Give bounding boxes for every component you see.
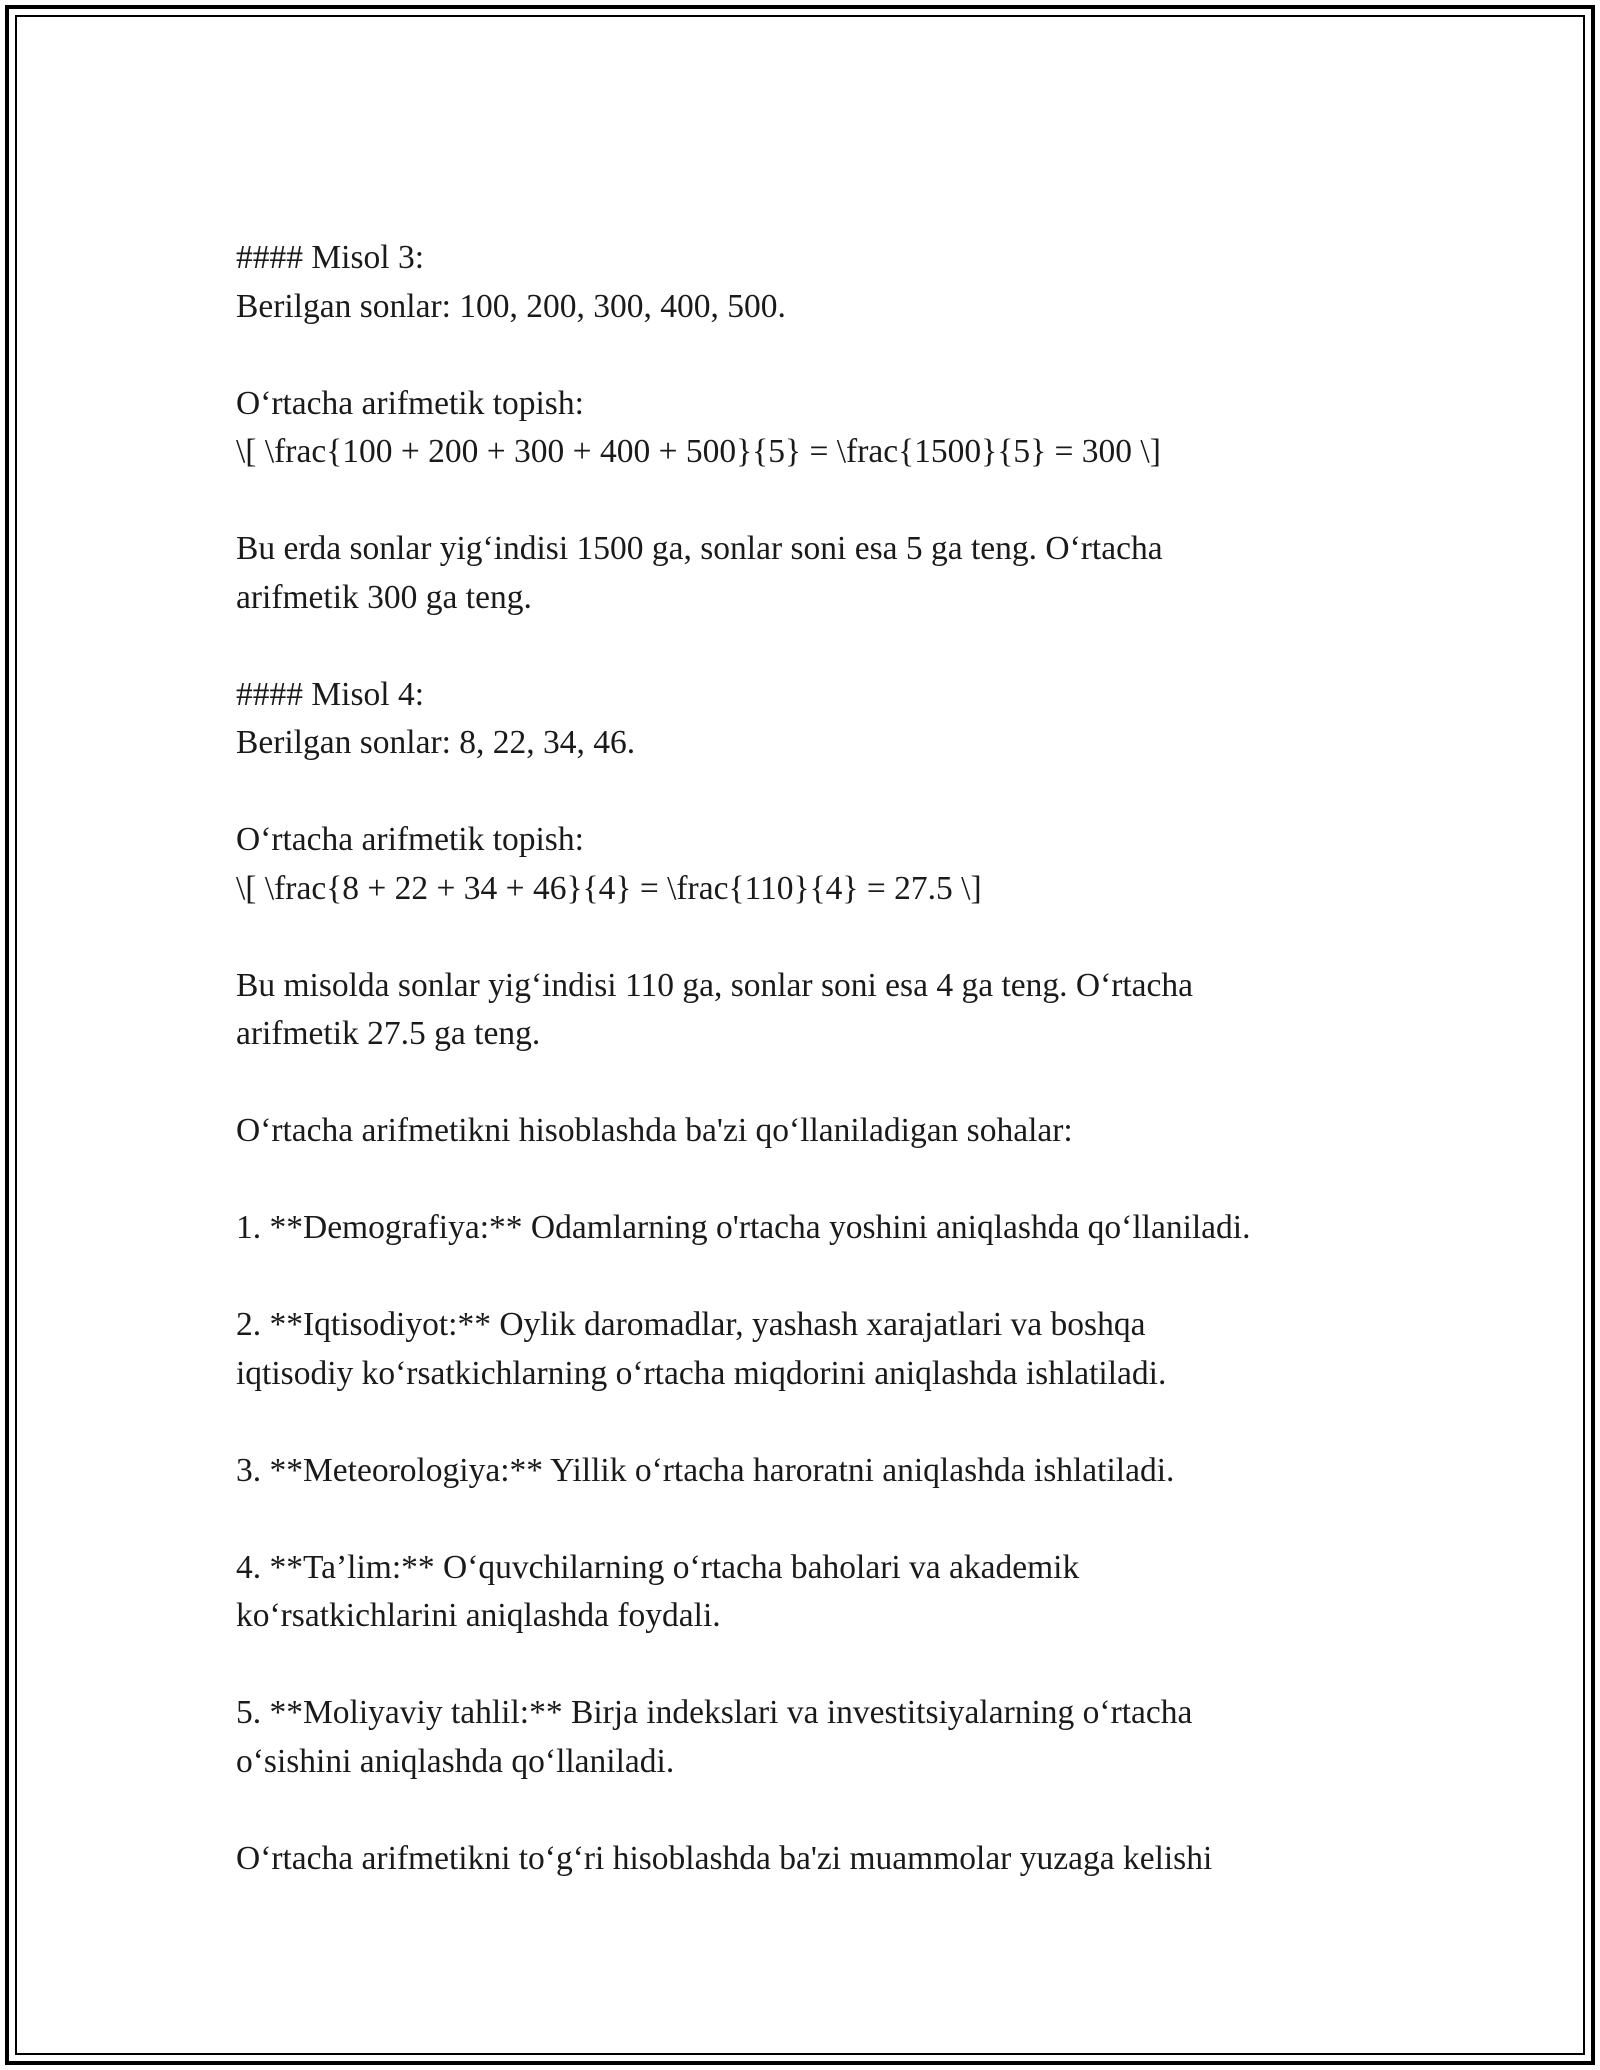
- blank-line: [236, 1156, 1376, 1205]
- blank-line: [236, 913, 1376, 962]
- heading-misol-4: #### Misol 4:: [236, 675, 424, 713]
- blank-line: [236, 1059, 1376, 1108]
- text-line: Berilgan sonlar: 8, 22, 34, 46.: [236, 724, 636, 761]
- blank-line: [236, 477, 1376, 526]
- text-line: Bu misolda sonlar yig‘indisi 110 ga, sonlar soni esa 4 ga teng. O‘rtacha: [236, 966, 1194, 1004]
- text-line: arifmetik 27.5 ga teng.: [236, 1015, 541, 1052]
- text-line: O‘rtacha arifmetik topish:: [236, 821, 584, 858]
- text-line: O‘rtacha arifmetikni to‘g‘ri hisoblashda ba'zi muammolar yuzaga kelishi: [236, 1839, 1213, 1877]
- list-item-moliyaviy: 5. **Moliyaviy tahlil:** Birja indekslari va investitsiyalarning o‘rtacha: [236, 1694, 1193, 1731]
- text-line: O‘rtacha arifmetikni hisoblashda ba'zi qo‘llaniladigan sohalar:: [236, 1112, 1073, 1149]
- blank-line: [236, 768, 1376, 817]
- text-line: O‘rtacha arifmetik topish:: [236, 384, 584, 422]
- blank-line: [236, 622, 1376, 671]
- text-line: arifmetik 300 ga teng.: [236, 578, 532, 616]
- list-item-demografiya: 1. **Demografiya:** Odamlarning o'rtacha yoshini aniqlashda qo‘llaniladi.: [236, 1209, 1251, 1246]
- text-line: Bu erda sonlar yig‘indisi 1500 ga, sonlar soni esa 5 ga teng. O‘rtacha: [236, 530, 1163, 567]
- document-body: [236, 234, 1376, 1883]
- formula-line: \[ \frac{100 + 200 + 300 + 400 + 500}{5} = \frac{1500}{5} = 300 \]: [236, 433, 1161, 470]
- list-item-iqtisodiyot-cont: iqtisodiy ko‘rsatkichlarning o‘rtacha miqdorini aniqlashda ishlatiladi.: [236, 1354, 1167, 1392]
- list-item-talim: 4. **Ta’lim:** O‘quvchilarning o‘rtacha baholari va akademik: [236, 1548, 1080, 1586]
- blank-line: [236, 331, 1376, 380]
- list-item-moliyaviy-cont: o‘sishini aniqlashda qo‘llaniladi.: [236, 1742, 675, 1780]
- blank-line: [236, 1398, 1376, 1447]
- list-item-talim-cont: ko‘rsatkichlarini aniqlashda foydali.: [236, 1597, 721, 1634]
- heading-misol-3: #### Misol 3:: [236, 239, 424, 276]
- blank-line: [236, 1495, 1376, 1544]
- list-item-iqtisodiyot: 2. **Iqtisodiyot:** Oylik daromadlar, yashash xarajatlari va boshqa: [236, 1306, 1146, 1343]
- blank-line: [236, 1786, 1376, 1835]
- list-item-meteorologiya: 3. **Meteorologiya:** Yillik o‘rtacha haroratni aniqlashda ishlatiladi.: [236, 1451, 1175, 1489]
- formula-line: \[ \frac{8 + 22 + 34 + 46}{4} = \frac{110}{4} = 27.5 \]: [236, 869, 982, 907]
- blank-line: [236, 1253, 1376, 1302]
- text-line: Berilgan sonlar: 100, 200, 300, 400, 500.: [236, 287, 786, 325]
- blank-line: [236, 1641, 1376, 1690]
